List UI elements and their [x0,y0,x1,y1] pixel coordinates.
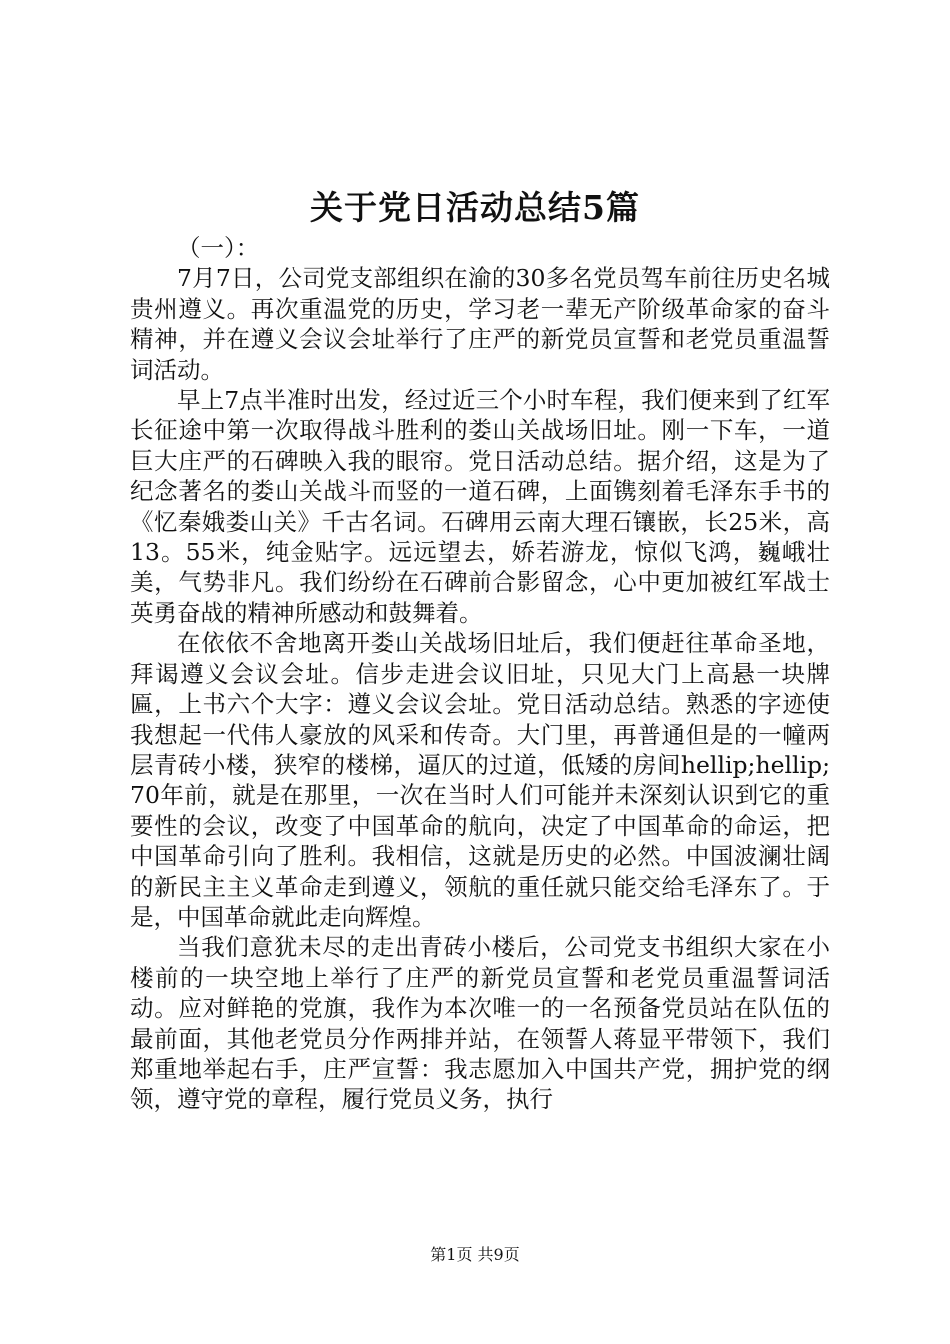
paragraph-1: 7月7日，公司党支部组织在渝的30多名党员驾车前往历史名城贵州遵义。再次重温党的历史，学习老一辈无产阶级革命家的奋斗精神，并在遵义会议会址举行了庄严的新党员宣誓和老党员重温誓词活动。 [130,264,830,384]
paragraph-3: 在依依不舍地离开娄山关战场旧址后，我们便赶往革命圣地，拜谒遵义会议会址。信步走进会议旧址，只见大门上高悬一块牌匾，上书六个大字：遵义会议会址。党日活动总结。熟悉的字迹使我想起一代伟人豪放的风采和传奇。大门里，再普通但是的一幢两层青砖小楼，狭窄的楼梯，逼仄的过道，低矮的房间hellip;hellip;70年前，就是在那里，一次在当时人们可能并未深刻认识到它的重要性的会议，改变了中国革命的航向，决定了中国革命的命运，把中国革命引向了胜利。我相信，这就是历史的必然。中国波澜壮阔的新民主主义革命走到遵义，领航的重任就只能交给毛泽东了。于是，中国革命就此走向辉煌。 [130,629,830,931]
section-label: （一）： [177,234,260,262]
paragraph-4: 当我们意犹未尽的走出青砖小楼后，公司党支书组织大家在小楼前的一块空地上举行了庄严的新党员宣誓和老党员重温誓词活动。应对鲜艳的党旗，我作为本次唯一的一名预备党员站在队伍的最前面，其他老党员分作两排并站，在领誓人蒋显平带领下，我们郑重地举起右手，庄严宣誓：我志愿加入中国共产党，拥护党的纲领，遵守党的章程，履行党员义务，执行 [130,933,830,1114]
document-title: 关于党日活动总结5篇 [310,188,640,227]
document-body [130,233,830,1115]
paragraph-2: 早上7点半准时出发，经过近三个小时车程，我们便来到了红军长征途中第一次取得战斗胜利的娄山关战场旧址。刚一下车，一道巨大庄严的石碑映入我的眼帘。党日活动总结。据介绍，这是为了纪念著名的娄山关战斗而竖的一道石碑，上面镌刻着毛泽东手书的《忆秦娥娄山关》千古名词。石碑用云南大理石镶嵌，长25米，高13。55米，纯金贴字。远远望去，娇若游龙，惊似飞鸿，巍峨壮美，气势非凡。我们纷纷在石碑前合影留念，心中更加被红军战士英勇奋战的精神所感动和鼓舞着。 [130,386,830,627]
page-number-footer: 第1页 共9页 [430,1245,520,1264]
